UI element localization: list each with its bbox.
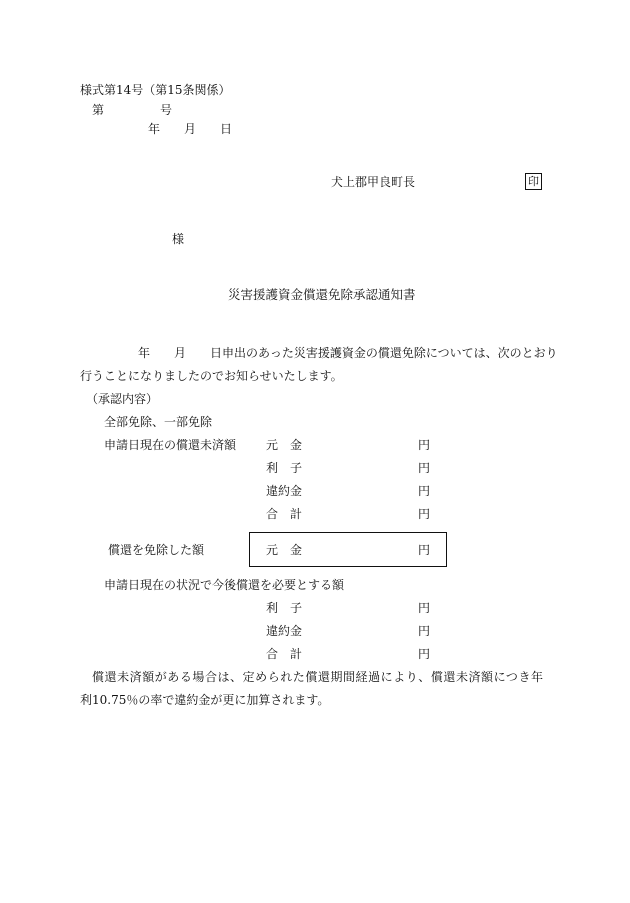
body-month-label: 月	[174, 346, 187, 360]
future-penalty-unit: 円	[418, 624, 431, 638]
date-year-label: 年	[148, 122, 161, 136]
unpaid-interest-unit: 円	[418, 461, 431, 475]
document-number-dai: 第	[92, 103, 105, 117]
note-line-2: 利10.75％の率で違約金が更に加算されます。	[80, 693, 330, 707]
future-amount-label: 申請日現在の状況で今後償還を必要とする額	[104, 578, 345, 592]
future-total-label: 合 計	[266, 647, 303, 661]
unpaid-total-label: 合 計	[266, 507, 303, 521]
future-penalty-label: 違約金	[266, 624, 303, 638]
exemption-type: 全部免除、一部免除	[104, 415, 213, 429]
unpaid-total-unit: 円	[418, 507, 431, 521]
date-month-label: 月	[184, 122, 197, 136]
unpaid-principal-label: 元 金	[266, 438, 303, 452]
document-title: 災害援護資金償還免除承認通知書	[228, 287, 416, 302]
date-day-label: 日	[220, 122, 233, 136]
future-interest-label: 利 子	[266, 601, 303, 615]
unpaid-amount-label: 申請日現在の償還未済額	[104, 438, 237, 452]
future-total-unit: 円	[418, 647, 431, 661]
unpaid-principal-unit: 円	[418, 438, 431, 452]
unpaid-interest-label: 利 子	[266, 461, 303, 475]
body-line-1: 日申出のあった災害援護資金の償還免除については、次のとおり	[210, 346, 558, 360]
approval-heading: （承認内容）	[86, 392, 159, 406]
exempted-principal-label: 元 金	[266, 543, 303, 557]
future-interest-unit: 円	[418, 601, 431, 615]
issuer-name: 犬上郡甲良町長	[331, 175, 416, 189]
unpaid-penalty-label: 違約金	[266, 484, 303, 498]
seal-mark: 印	[525, 173, 542, 190]
exempted-amount-label: 償還を免除した額	[108, 543, 205, 557]
document-number-go: 号	[160, 103, 173, 117]
unpaid-penalty-unit: 円	[418, 484, 431, 498]
note-line-1: 償還未済額がある場合は、定められた償還期間経過により、償還未済額につき年	[92, 670, 544, 684]
form-number: 様式第14号（第15条関係）	[80, 83, 231, 97]
body-line-2: 行うことになりましたのでお知らせいたします。	[80, 369, 343, 383]
addressee-sama: 様	[172, 232, 185, 246]
body-year-label: 年	[138, 346, 151, 360]
exempted-principal-unit: 円	[418, 543, 431, 557]
